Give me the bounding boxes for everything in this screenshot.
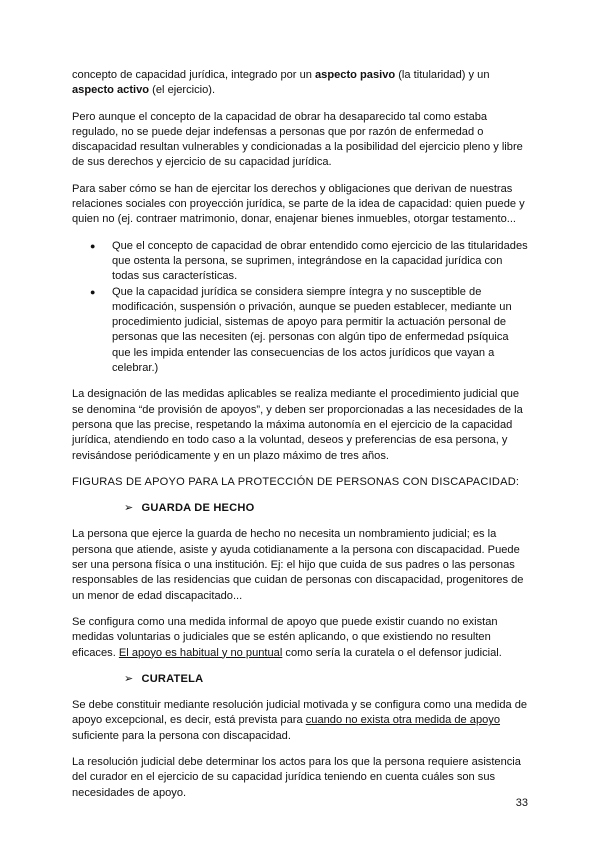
subsection-title: GUARDA DE HECHO: [141, 502, 255, 515]
page-content: [72, 68, 530, 812]
list-item: [90, 285, 530, 377]
subsection-title: CURATELA: [141, 672, 204, 685]
text-span: suficiente para la persona con discapacidad.: [72, 729, 291, 742]
text-span: concepto de capacidad jurídica, integrado por un: [72, 69, 315, 81]
section-title: FIGURAS DE APOYO PARA LA PROTECCIÓN DE PERSONAS CON DISCAPACIDAD:: [72, 475, 520, 488]
paragraph-curatela-1: [72, 698, 530, 744]
paragraph-curatela-2: La resolución judicial debe determinar los actos para los que la persona requiere asistencia del curador en el ejercicio de su capacidad jurídica teniendo en cuenta cuáles son sus necesidades de apoyo.: [72, 755, 521, 799]
underlined-text: cuando no exista otra medida de apoyo: [305, 714, 501, 727]
arrow-icon: ➢: [124, 672, 134, 685]
text-span: como sería la curatela o el defensor judicial.: [282, 646, 502, 659]
text-span: Se configura como una medida informal de apoyo que puede existir cuando no existan medidas voluntarias o judiciales que se estén aplicando, o que existiendo no resulten eficaces.: [72, 615, 498, 659]
text-span: Se debe constituir mediante resolución judicial motivada y se configura como una medida de apoyo excepcional, es decir, está prevista para: [72, 699, 528, 727]
paragraph-capacidad-obrar: Pero aunque el concepto de la capacidad de obrar ha desaparecido tal como estaba regulado, no se puede dejar indefensas a personas que por razón de enfermedad o discapacidad resultan vulnerables y condicionadas a la posibilidad del ejercicio pleno y libre de sus derechos y ejercicio de su capacidad jurídica.: [72, 110, 523, 169]
text-span: (la titularidad) y un: [395, 69, 490, 81]
bold-term: aspecto pasivo: [315, 69, 396, 81]
paragraph-ejercitar-derechos: Para saber cómo se han de ejercitar los derechos y obligaciones que derivan de nuestras relaciones sociales con proyección jurídica, se parte de la idea de capacidad: quien puede y quien no (ej. contraer matrimonio, donar, enajenar bienes inmuebles, otorgar testamento...: [72, 182, 525, 226]
bullet-icon: ●: [90, 240, 96, 251]
text-span: (el ejercicio).: [149, 84, 216, 97]
bullet-list: [72, 239, 530, 377]
list-item-text: Que la capacidad jurídica se considera siempre íntegra y no susceptible de modificación, suspensión o privación, aunque se pueden establecer, mediante un procedimiento judicial, sistemas de apoyo para permitir la actuación personal de personas que las necesiten (ej. personas con algún tipo de enfermedad psíquica que les impida entender las consecuencias de los actos jurídicos que vayan a celebrar.): [112, 285, 512, 375]
page-number: 33: [515, 797, 528, 809]
paragraph-guarda-2: [72, 615, 530, 661]
paragraph-capacidad-juridica: [72, 68, 530, 99]
arrow-icon: ➢: [124, 502, 134, 515]
bullet-icon: ●: [90, 286, 96, 297]
underlined-text: El apoyo es habitual y no puntual: [118, 646, 283, 659]
subsection-heading-curatela: [72, 672, 530, 687]
paragraph-designacion-medidas: La designación de las medidas aplicables se realiza mediante el procedimiento judicial que se denomina “de provisión de apoyos”, y deben ser proporcionadas a las necesidades de la persona que las precise, respetando la máxima autonomía en el ejercicio de la capacidad jurídica, atendiendo en todo caso a la voluntad, deseos y preferencias de esa persona, y revisándose periódicamente y en un plazo máximo de tres años.: [72, 388, 523, 462]
list-item-text: Que el concepto de capacidad de obrar entendido como ejercicio de las titularidades que ostenta la persona, se suprimen, integrándose en la capacidad jurídica con todas sus características.: [112, 239, 528, 283]
bold-term: aspecto activo: [72, 84, 150, 97]
paragraph-guarda-1: La persona que ejerce la guarda de hecho no necesita un nombramiento judicial; es la persona que atiende, asiste y ayuda cotidianamente a la persona con discapacidad. Puede ser una persona física o una institución. Ej: el hijo que cuida de sus padres o las personas responsables de las residencias que cuidan de personas con discapacidad, progenitores de un menor de edad discapacitado...: [72, 528, 524, 602]
list-item: [90, 239, 530, 285]
subsection-heading-guarda: [72, 501, 530, 516]
